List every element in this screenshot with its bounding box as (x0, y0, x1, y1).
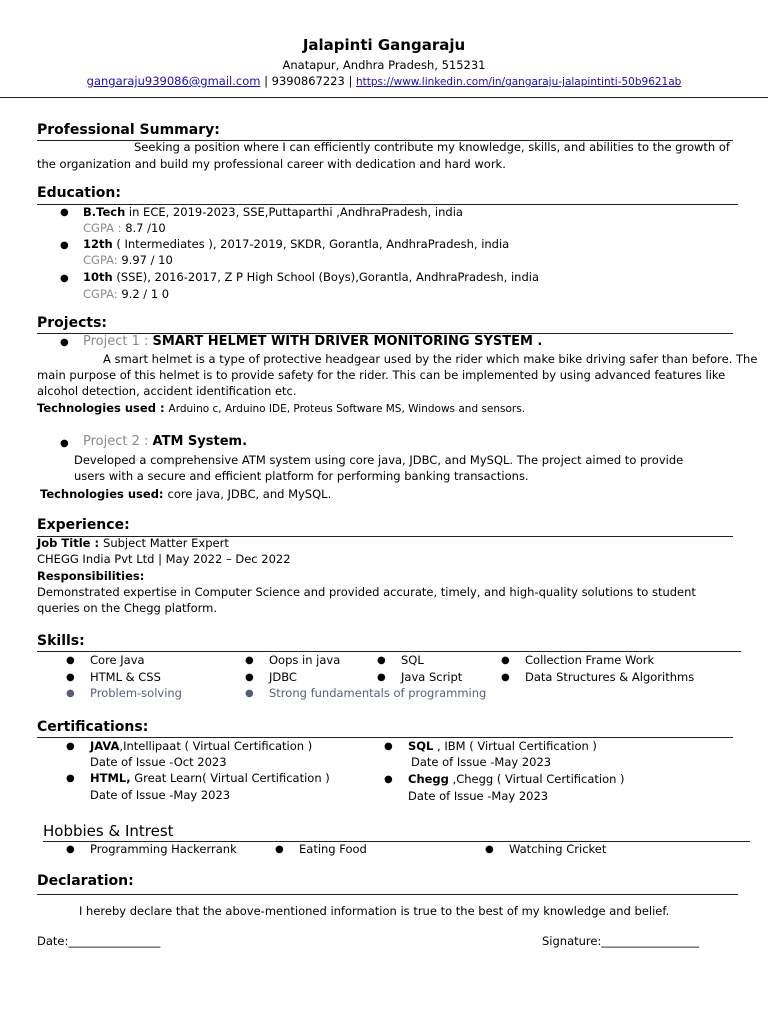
skill-item: HTML & CSS (90, 670, 161, 684)
bullet-icon: ● (66, 773, 75, 784)
summary-heading: Professional Summary: (37, 122, 220, 138)
declaration-text: I hereby declare that the above-mentioned information is true to the best of my knowledge and belief. (79, 904, 670, 918)
hobby-item: Programming Hackerrank (90, 842, 237, 856)
company: CHEGG India Pvt Ltd | May 2022 – Dec 2022 (37, 552, 291, 566)
declaration-rule (37, 894, 738, 895)
projects-heading: Projects: (37, 315, 107, 331)
project-2-tech: Technologies used: core java, JDBC, and MySQL. (40, 487, 332, 501)
bullet-icon: ● (245, 672, 254, 683)
bullet-icon: ● (501, 655, 510, 666)
project-1-line-3: alcohol detection, accident identification etc. (37, 384, 297, 398)
education-score-2: CGPA: 9.97 / 10 (83, 253, 173, 267)
education-item-3: 10th (SSE), 2016-2017, Z P High School (Boys),Gorantla, AndhraPradesh, india (83, 270, 539, 284)
bullet-icon: ● (66, 655, 75, 666)
skill-item: SQL (401, 653, 424, 667)
hobbies-heading: Hobbies & Intrest (43, 822, 174, 840)
skills-heading: Skills: (37, 633, 85, 649)
education-score-3: CGPA: 9.2 / 1 0 (83, 287, 170, 301)
skill-item: Problem-solving (90, 686, 182, 700)
hobby-item: Eating Food (299, 842, 367, 856)
education-score-1: CGPA : 8.7 /10 (83, 221, 166, 235)
skill-item: Data Structures & Algorithms (525, 670, 695, 684)
separator: | (264, 74, 272, 88)
bullet-icon: ● (66, 688, 75, 699)
certification-1-date: Date of Issue -Oct 2023 (90, 755, 227, 769)
signature-field: Signature:_________________ (542, 934, 700, 948)
linkedin-link[interactable]: https://www.linkedin.com/in/gangaraju-jalapintinti-50b9621ab (356, 76, 682, 88)
experience-line-2: queries on the Chegg platform. (37, 601, 217, 615)
bullet-icon: ● (245, 688, 254, 699)
separator: | (348, 74, 356, 88)
certification-4: Chegg ,Chegg ( Virtual Certification ) (408, 772, 625, 786)
certification-2-date: Date of Issue -May 2023 (90, 788, 231, 802)
bullet-icon: ● (60, 240, 69, 251)
bullet-icon: ● (485, 844, 494, 855)
project-2-line-1: Developed a comprehensive ATM system using core java, JDBC, and MySQL. The project aimed to provide (74, 453, 684, 467)
certification-1: JAVA,Intellipaat ( Virtual Certification ) (90, 739, 313, 753)
certification-2: HTML, Great Learn( Virtual Certification ) (90, 771, 330, 785)
job-title: Job Title : Subject Matter Expert (37, 536, 229, 550)
skill-item: JDBC (269, 670, 297, 684)
email-link[interactable]: gangaraju939086@gmail.com (86, 74, 261, 88)
bullet-icon: ● (66, 672, 75, 683)
contact-line (0, 74, 768, 88)
bullet-icon: ● (60, 207, 69, 218)
certifications-rule (37, 737, 733, 738)
project-2-title: Project 2 : ATM System. (83, 434, 248, 449)
bullet-icon: ● (275, 844, 284, 855)
bullet-icon: ● (384, 774, 393, 785)
date-field: Date:________________ (37, 934, 161, 948)
experience-line-1: Demonstrated expertise in Computer Science and provided accurate, timely, and high-quality solutions to student (37, 585, 696, 599)
summary-line-1: Seeking a position where I can efficiently contribute my knowledge, skills, and abilities to the growth of (134, 140, 730, 154)
project-1-tech: Technologies used : Arduino c, Arduino IDE, Proteus Software MS, Windows and sensors. (37, 401, 526, 415)
bullet-icon: ● (245, 655, 254, 666)
responsibilities-label: Responsibilities: (37, 569, 145, 583)
phone: 9390867223 (271, 74, 345, 88)
header-divider (0, 97, 768, 98)
skill-item: Strong fundamentals of programming (269, 686, 487, 700)
bullet-icon: ● (60, 438, 69, 449)
education-heading: Education: (37, 185, 121, 201)
bullet-icon: ● (60, 273, 69, 284)
skills-rule (37, 651, 741, 652)
experience-heading: Experience: (37, 517, 130, 533)
project-1-line-1: A smart helmet is a type of protective headgear used by the rider which make bike driving safer than before. The (103, 352, 758, 366)
education-item-2: 12th ( Intermediates ), 2017-2019, SKDR, Gorantla, AndhraPradesh, india (83, 237, 510, 251)
skill-item: Java Script (401, 670, 463, 684)
certification-4-date: Date of Issue -May 2023 (408, 789, 549, 803)
bullet-icon: ● (377, 655, 386, 666)
project-1-line-2: main purpose of this helmet is to provide safety for the rider. This can be implemented by using advanced features like (37, 368, 726, 382)
certification-3: SQL , IBM ( Virtual Certification ) (408, 739, 597, 753)
skill-item: Core Java (90, 653, 145, 667)
declaration-heading: Declaration: (37, 873, 134, 889)
education-item-1: B.Tech in ECE, 2019-2023, SSE,Puttaparthi ,AndhraPradesh, india (83, 205, 463, 219)
bullet-icon: ● (66, 844, 75, 855)
certifications-heading: Certifications: (37, 719, 149, 735)
project-2-line-2: users with a secure and efficient platform for performing banking transactions. (74, 469, 529, 483)
hobby-item: Watching Cricket (509, 842, 607, 856)
certification-3-date: Date of Issue -May 2023 (411, 755, 552, 769)
summary-line-2: the organization and build my professional career with dedication and hard work. (37, 157, 506, 171)
candidate-name: Jalapinti Gangaraju (302, 36, 466, 54)
bullet-icon: ● (501, 672, 510, 683)
bullet-icon: ● (384, 741, 393, 752)
bullet-icon: ● (60, 337, 69, 348)
project-1-title: Project 1 : SMART HELMET WITH DRIVER MONITORING SYSTEM . (83, 334, 543, 349)
bullet-icon: ● (377, 672, 386, 683)
bullet-icon: ● (66, 741, 75, 752)
skill-item: Oops in java (269, 653, 341, 667)
skill-item: Collection Frame Work (525, 653, 655, 667)
address: Anatapur, Andhra Pradesh, 515231 (282, 58, 486, 72)
